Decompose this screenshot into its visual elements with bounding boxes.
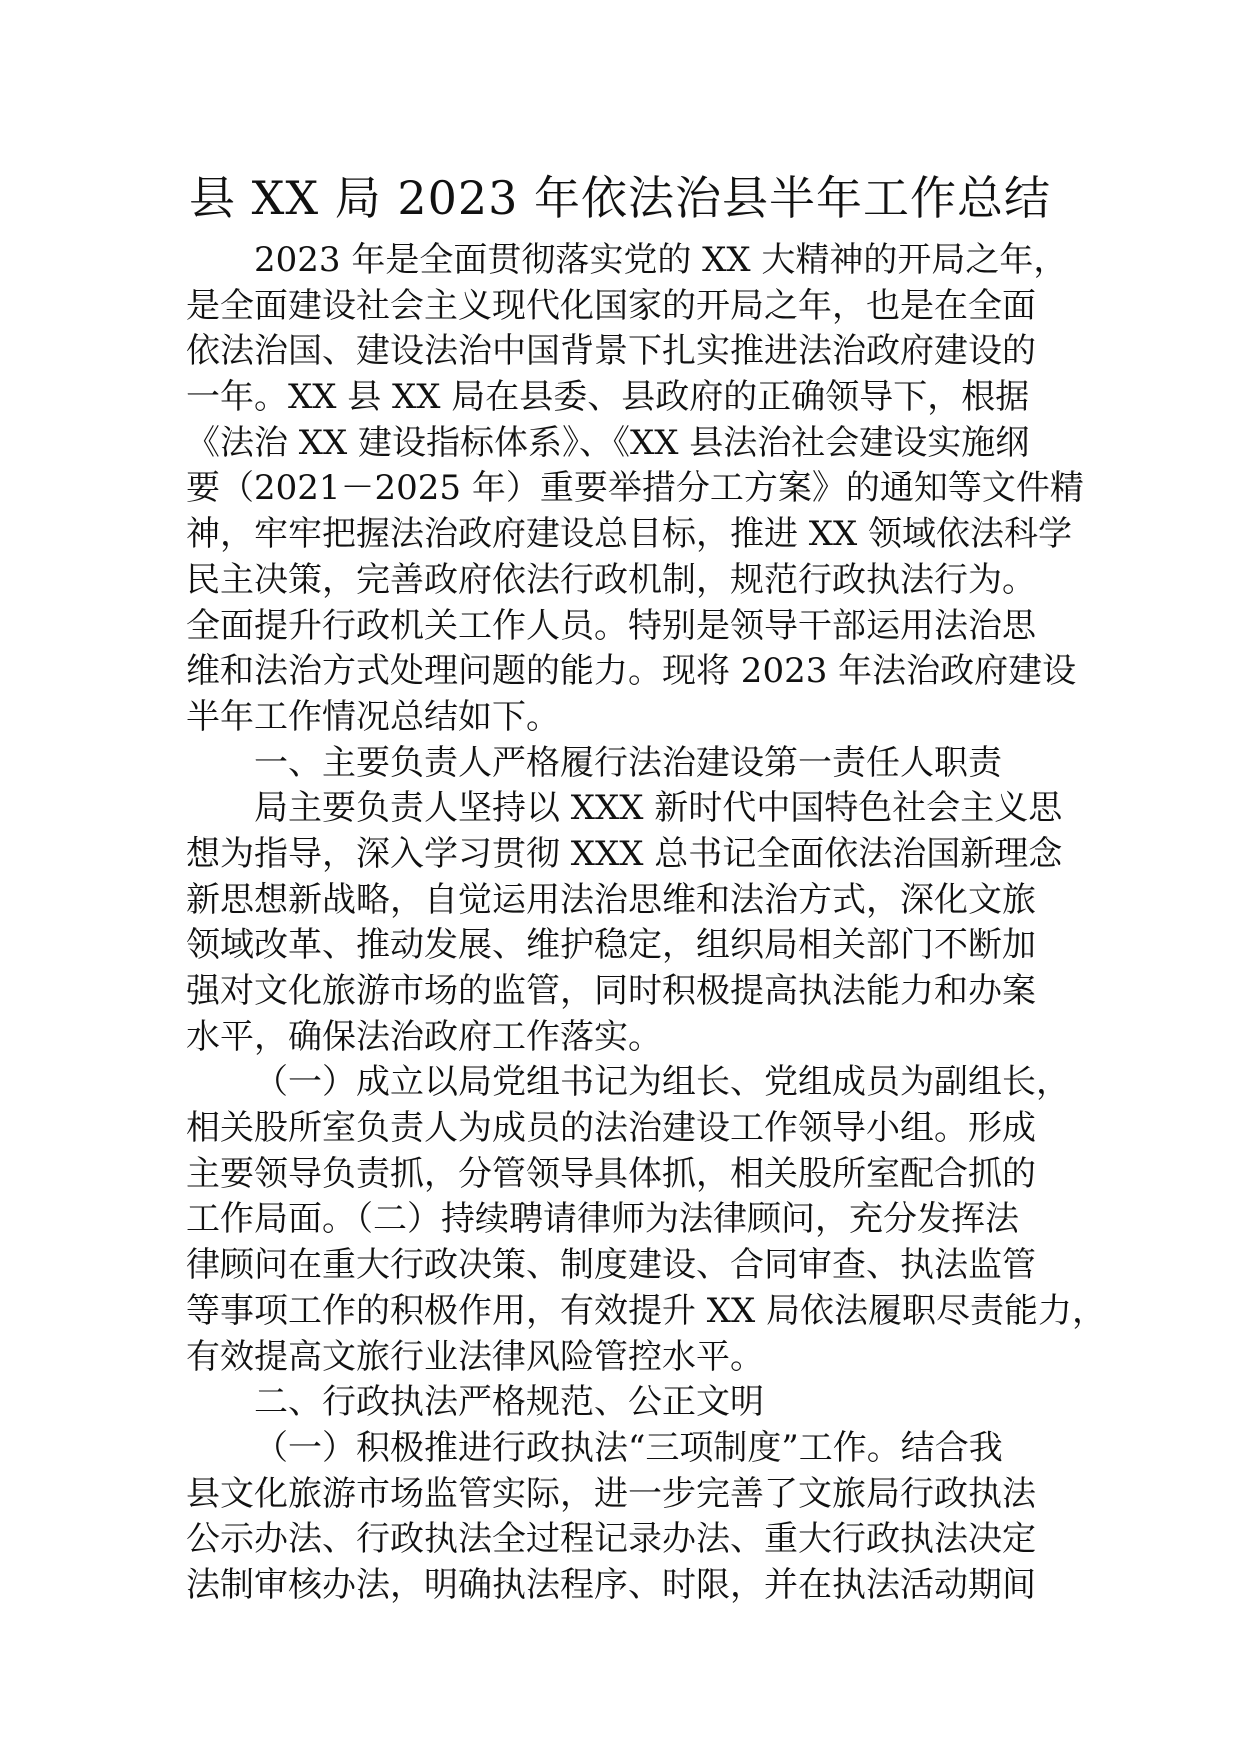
text-line: 民主决策，完善政府依法行政机制，规范行政执法行为。 (186, 559, 1036, 600)
text-line: 局主要负责人坚持以 XXX 新时代中国特色社会主义思 (254, 788, 1063, 829)
text-line: （一）成立以局党组书记为组长、党组成员为副组长， (254, 1062, 1070, 1103)
text-line: 工作局面。（二）持续聘请律师为法律顾问，充分发挥法 (186, 1199, 1019, 1240)
text-line: 神，牢牢把握法治政府建设总目标，推进 XX 领域依法科学 (186, 514, 1073, 555)
text-line: 维和法治方式处理问题的能力。现将 2023 年法治政府建设 (186, 651, 1077, 692)
document-body (186, 238, 1107, 1609)
text-line: 强对文化旅游市场的监管，同时积极提高执法能力和办案 (186, 971, 1036, 1011)
text-line: 《法治 XX 建设指标体系》、《XX 县法治社会建设实施纲 (186, 422, 1030, 463)
text-line: 主要领导负责抓，分管领导具体抓，相关股所室配合抓的 (186, 1153, 1036, 1194)
text-line: 有效提高文旅行业法律风险管控水平。 (186, 1336, 764, 1377)
text-line: 半年工作情况总结如下。 (186, 696, 560, 737)
text-line: 水平，确保法治政府工作落实。 (186, 1016, 662, 1057)
text-line: 依法治国、建设法治中国背景下扎实推进法治政府建设的 (186, 331, 1036, 372)
text-line: 法制审核办法，明确执法程序、时限，并在执法活动期间 (186, 1564, 1036, 1605)
text-line: 律顾问在重大行政决策、制度建设、合同审查、执法监管 (186, 1245, 1036, 1286)
document-title: 县 XX 局 2023 年依法治县半年工作总结 (188, 171, 1052, 225)
text-line: 一年。XX 县 XX 局在县委、县政府的正确领导下，根据 (186, 377, 1030, 418)
text-line: 相关股所室负责人为成员的法治建设工作领导小组。形成 (186, 1108, 1036, 1149)
text-line: 县文化旅游市场监管实际，进一步完善了文旅局行政执法 (186, 1473, 1036, 1514)
text-line: 要（2021－2025 年）重要举措分工方案》的通知等文件精 (186, 468, 1084, 509)
text-line: 等事项工作的积极作用，有效提升 XX 局依法履职尽责能力， (186, 1290, 1107, 1331)
text-line: 新思想新战略，自觉运用法治思维和法治方式，深化文旅 (186, 879, 1036, 920)
text-line: 领域改革、推动发展、维护稳定，组织局相关部门不断加 (186, 925, 1036, 966)
text-line: 二、行政执法严格规范、公正文明 (254, 1382, 764, 1423)
text-line: （一）积极推进行政执法“三项制度”工作。结合我 (254, 1427, 1003, 1468)
text-line: 2023 年是全面贯彻落实党的 XX 大精神的开局之年， (254, 240, 1068, 280)
text-line: 是全面建设社会主义现代化国家的开局之年，也是在全面 (186, 285, 1036, 326)
text-line: 全面提升行政机关工作人员。特别是领导干部运用法治思 (186, 605, 1036, 646)
text-line: 一、主要负责人严格履行法治建设第一责任人职责 (254, 742, 1002, 783)
text-line: 想为指导，深入学习贯彻 XXX 总书记全面依法治国新理念 (186, 833, 1063, 874)
text-line: 公示办法、行政执法全过程记录办法、重大行政执法决定 (186, 1519, 1036, 1560)
